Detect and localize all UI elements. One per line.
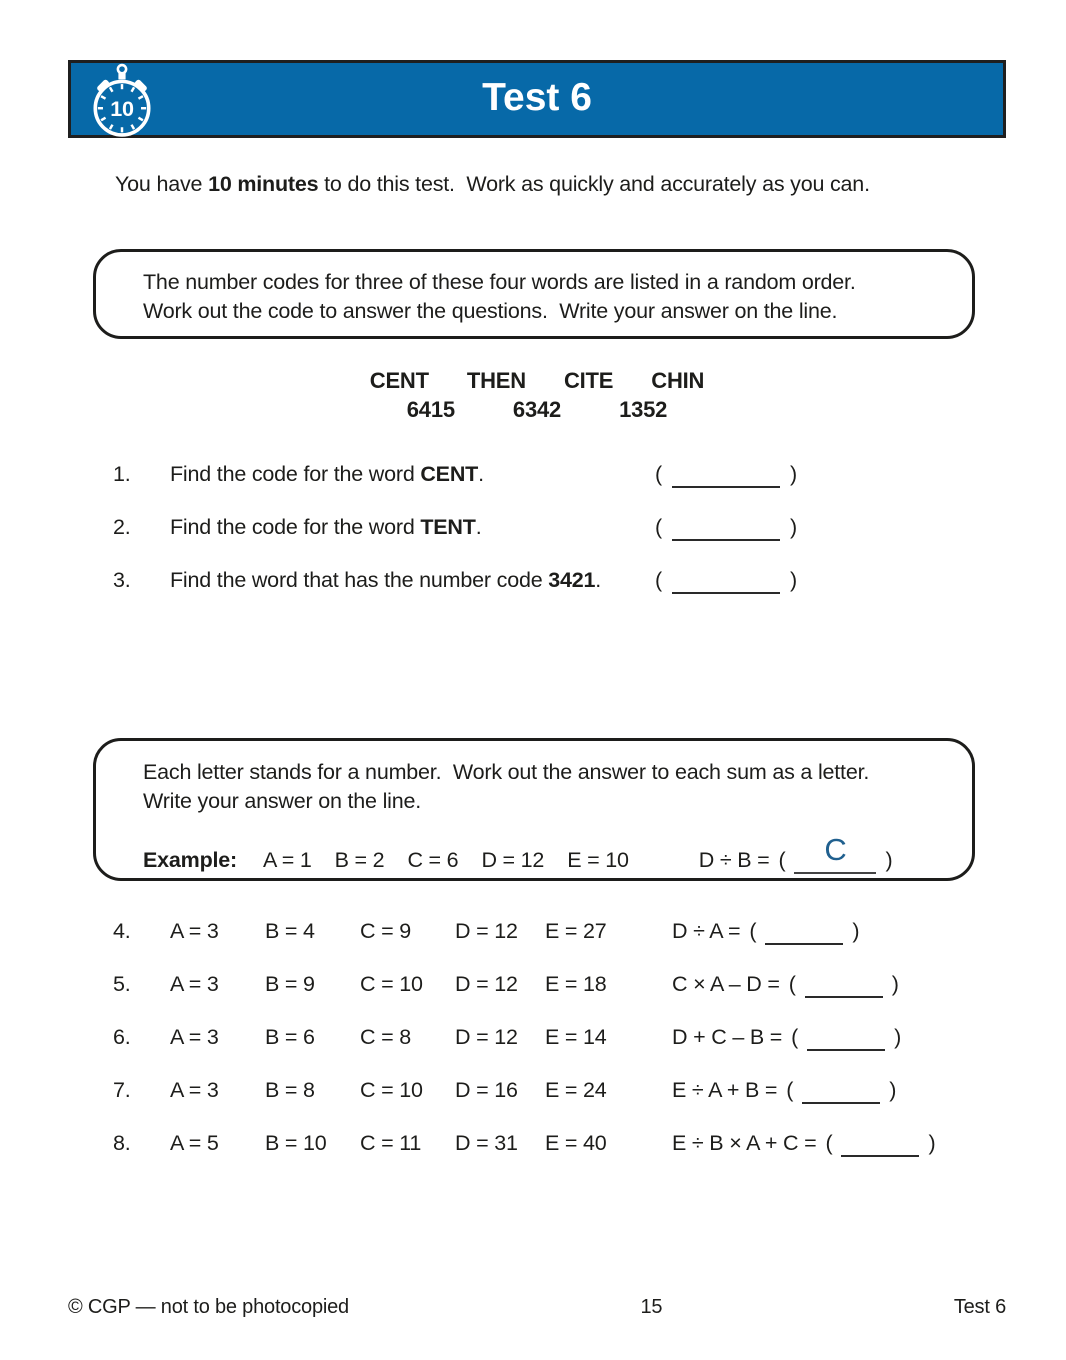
letter-value: C = 10 [360, 972, 423, 996]
sum-row-4 [113, 915, 1013, 945]
example-value: D = 12 [481, 848, 545, 872]
answer-area [655, 511, 797, 541]
answer-blank [807, 1043, 885, 1051]
letter-value: E = 14 [545, 1025, 607, 1049]
letter-value: D = 12 [455, 972, 518, 996]
paren-close: ) [789, 515, 797, 539]
instruction-box-sums [93, 738, 975, 881]
letter-value: E = 24 [545, 1078, 607, 1102]
instruction-line-1: Each letter stands for a number. Work out the answer to each sum as a letter. [143, 760, 870, 784]
question-number: 4. [113, 919, 131, 943]
letter-value: A = 3 [170, 919, 219, 943]
paren-open: ( [655, 462, 662, 486]
paren-open: ( [655, 568, 662, 592]
intro-post: to do this test. Work as quickly and accurately as you can. [318, 172, 870, 196]
example-value: B = 2 [334, 848, 385, 872]
number-code: 6415 [406, 397, 455, 422]
question-text: Find the word that has the number code 3421. [170, 568, 602, 592]
code-word: CENT [369, 368, 429, 393]
question-row-3 [113, 564, 993, 594]
page-number: 15 [640, 1296, 663, 1318]
paren-open: ( [788, 972, 796, 996]
number-codes [68, 396, 1006, 424]
answer-area [655, 458, 797, 488]
paren-close: ) [852, 919, 860, 943]
letter-value: A = 5 [170, 1131, 219, 1155]
sum-expression [672, 1076, 1013, 1104]
example-label: Example: [143, 848, 237, 872]
answer-blank [672, 586, 780, 594]
paren-close: ) [928, 1131, 936, 1155]
sum-expression [672, 1023, 1013, 1051]
question-number: 3. [113, 568, 131, 592]
paren-close: ) [894, 1025, 902, 1049]
letter-value: D = 31 [455, 1131, 518, 1155]
sum-row-8 [113, 1127, 1013, 1157]
timer-value: 10 [110, 95, 134, 121]
answer-area [655, 564, 797, 594]
letter-value: C = 11 [360, 1131, 422, 1155]
sum-row-6 [113, 1021, 1013, 1051]
question-text: Find the code for the word CENT. [170, 462, 484, 486]
answer-blank [802, 1096, 880, 1104]
intro-pre: You have [115, 172, 209, 196]
sum-expression-text: D ÷ A = [672, 919, 741, 943]
code-word: CITE [563, 368, 614, 393]
letter-value: B = 4 [265, 919, 315, 943]
questions-1-3 [113, 458, 993, 618]
question-number: 6. [113, 1025, 131, 1049]
sum-expression [672, 970, 1013, 998]
question-number: 1. [113, 462, 131, 486]
instruction-line-2: Write your answer on the line. [143, 789, 422, 813]
question-number: 7. [113, 1078, 131, 1102]
paren-close: ) [889, 1078, 897, 1102]
example-value: E = 10 [567, 848, 629, 872]
answer-blank [672, 480, 780, 488]
sum-expression-text: C × A – D = [672, 972, 780, 996]
paren-open: ( [786, 1078, 794, 1102]
page-title: Test 6 [482, 76, 592, 119]
paren-close: ) [885, 848, 893, 872]
question-row-1 [113, 458, 993, 488]
letter-value: E = 27 [545, 919, 607, 943]
intro-bold: 10 minutes [208, 172, 319, 196]
instruction-box-codes [93, 249, 975, 339]
example-value: C = 6 [407, 848, 459, 872]
sum-expression-text: E ÷ B × A + C = [672, 1131, 817, 1155]
letter-value: A = 3 [170, 972, 219, 996]
letter-value: C = 8 [360, 1025, 411, 1049]
footer [68, 1294, 1006, 1320]
question-number: 8. [113, 1131, 131, 1155]
header-bar [68, 60, 1006, 138]
example-expression [698, 832, 893, 874]
code-words-block [68, 367, 1006, 424]
question-number: 2. [113, 515, 131, 539]
questions-4-8 [113, 915, 1013, 1185]
letter-value: E = 40 [545, 1131, 607, 1155]
answer-blank [805, 990, 883, 998]
sum-expression-text: D + C – B = [672, 1025, 783, 1049]
code-word: CHIN [651, 368, 705, 393]
letter-value: D = 12 [455, 919, 518, 943]
letter-value: B = 9 [265, 972, 315, 996]
paren-close: ) [789, 568, 797, 592]
paren-open: ( [749, 919, 757, 943]
example-row [143, 832, 893, 874]
letter-value: B = 6 [265, 1025, 315, 1049]
paren-open: ( [655, 515, 662, 539]
paren-close: ) [789, 462, 797, 486]
sum-row-7 [113, 1074, 1013, 1104]
code-word: THEN [466, 368, 526, 393]
example-answer: C [824, 832, 847, 867]
letter-value: E = 18 [545, 972, 607, 996]
letter-value: A = 3 [170, 1025, 219, 1049]
answer-blank [841, 1149, 919, 1157]
example-answer-blank [794, 832, 876, 874]
instruction-line-2: Work out the code to answer the questions. Write your answer on the line. [143, 299, 838, 323]
question-row-2 [113, 511, 993, 541]
question-number: 5. [113, 972, 131, 996]
letter-value: A = 3 [170, 1078, 219, 1102]
letter-value: C = 10 [360, 1078, 423, 1102]
letter-value: D = 16 [455, 1078, 518, 1102]
sum-expression [672, 917, 1013, 945]
letter-value: C = 9 [360, 919, 411, 943]
paren-open: ( [791, 1025, 799, 1049]
answer-blank [672, 533, 780, 541]
sum-expression-text: E ÷ A + B = [672, 1078, 778, 1102]
intro-text [115, 171, 870, 198]
letter-value: B = 8 [265, 1078, 315, 1102]
letter-value: B = 10 [265, 1131, 327, 1155]
example-expression-text: D ÷ B = [698, 848, 770, 872]
code-words [68, 367, 1006, 395]
footer-copyright: © CGP — not to be photocopied [68, 1296, 349, 1318]
paren-close: ) [891, 972, 899, 996]
number-code: 6342 [512, 397, 562, 422]
sum-row-5 [113, 968, 1013, 998]
answer-blank [765, 937, 843, 945]
letter-value: D = 12 [455, 1025, 518, 1049]
number-code: 1352 [619, 397, 668, 422]
paren-open: ( [825, 1131, 833, 1155]
paren-open: ( [778, 848, 786, 872]
sum-expression [672, 1129, 1013, 1157]
example-value: A = 1 [263, 848, 312, 872]
footer-test-label: Test 6 [953, 1296, 1006, 1318]
question-text: Find the code for the word TENT. [170, 515, 482, 539]
instruction-line-1: The number codes for three of these four words are listed in a random order. [143, 270, 856, 294]
